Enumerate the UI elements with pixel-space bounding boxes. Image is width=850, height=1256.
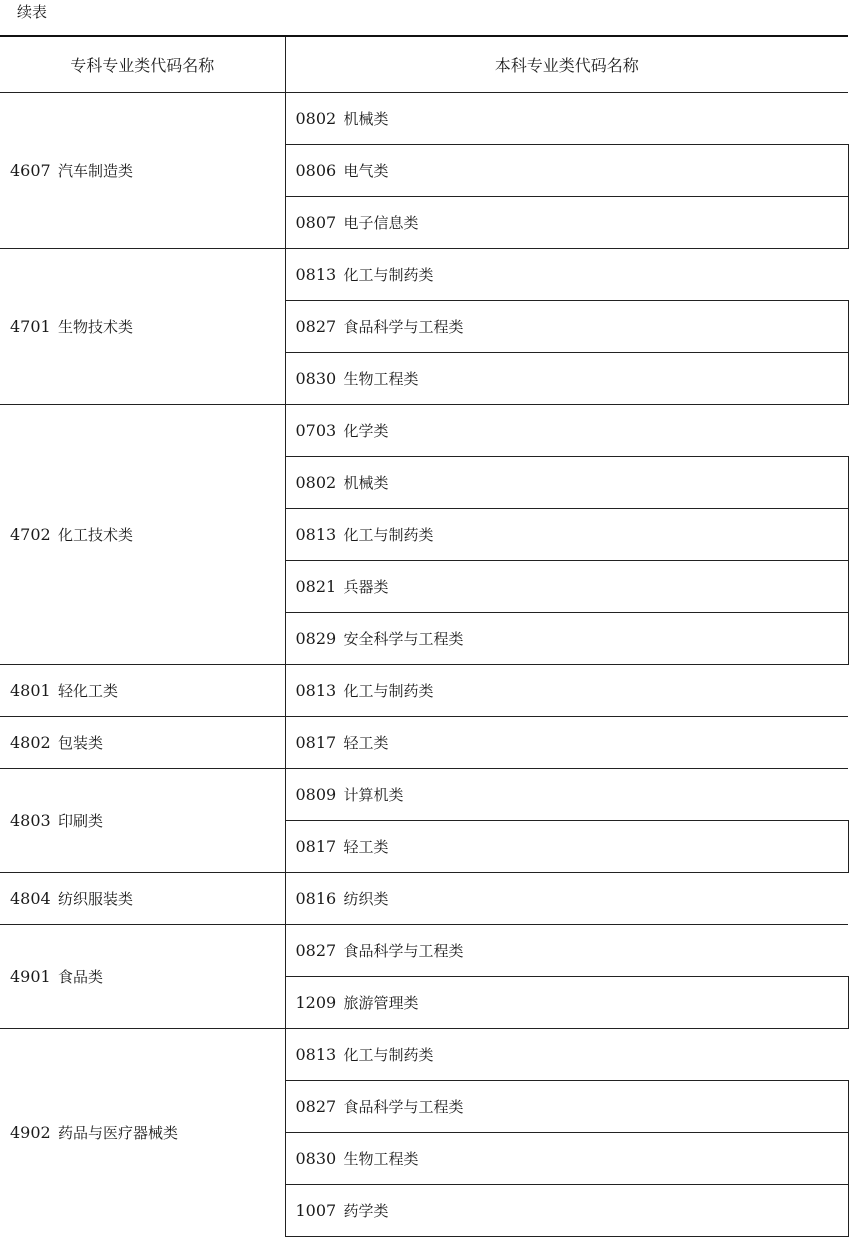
undergraduate-category-cell: [285, 197, 848, 249]
category-name: 化工与制药类: [343, 1046, 434, 1064]
table-caption: 续表: [17, 3, 48, 21]
category-code: 0813: [295, 265, 337, 284]
category-code: 0816: [295, 889, 337, 908]
undergraduate-category-cell: [285, 1029, 848, 1081]
category-name: 安全科学与工程类: [343, 630, 464, 648]
undergraduate-category-cell: [285, 1133, 848, 1185]
table-row: [0, 873, 848, 925]
header-row: [0, 36, 848, 93]
category-name: 轻工类: [343, 838, 389, 856]
category-name: 生物工程类: [343, 1150, 419, 1168]
category-name: 旅游管理类: [343, 994, 419, 1012]
category-code: 0806: [295, 161, 337, 180]
undergraduate-category-cell: [285, 1185, 848, 1237]
undergraduate-category-cell: [285, 145, 848, 197]
undergraduate-category-cell: [285, 717, 848, 769]
table-row: [0, 93, 848, 145]
category-name: 化工与制药类: [343, 526, 434, 544]
category-code: 0813: [295, 1045, 337, 1064]
undergraduate-category-cell: [285, 873, 848, 925]
category-name: 食品科学与工程类: [343, 1098, 464, 1116]
category-name: 电子信息类: [343, 214, 419, 232]
undergraduate-category-cell: [285, 457, 848, 509]
junior-college-category-cell: [0, 405, 285, 665]
undergraduate-category-cell: [285, 353, 848, 405]
category-name: 包装类: [58, 734, 104, 752]
undergraduate-category-cell: [285, 509, 848, 561]
table-row: [0, 769, 848, 821]
undergraduate-category-cell: [285, 561, 848, 613]
category-code: 0827: [295, 317, 337, 336]
category-name: 纺织服装类: [58, 890, 134, 908]
category-name: 化学类: [343, 422, 389, 440]
category-name: 化工与制药类: [343, 682, 434, 700]
category-code: 0817: [295, 837, 337, 856]
category-name: 食品类: [58, 968, 104, 986]
category-name: 汽车制造类: [58, 162, 134, 180]
table-row: [0, 925, 848, 977]
undergraduate-category-cell: [285, 1081, 848, 1133]
undergraduate-category-cell: [285, 301, 848, 353]
junior-college-category-cell: [0, 769, 285, 873]
category-name: 化工技术类: [58, 526, 134, 544]
category-name: 兵器类: [343, 578, 389, 596]
category-name: 药品与医疗器械类: [58, 1124, 179, 1143]
category-name: 食品科学与工程类: [343, 318, 464, 336]
category-code: 4901: [10, 967, 51, 986]
category-code: 1007: [295, 1201, 337, 1220]
category-code: 4802: [10, 733, 51, 752]
category-code: 0809: [295, 785, 337, 804]
category-name: 轻化工类: [58, 682, 119, 700]
undergraduate-category-cell: [285, 977, 848, 1029]
category-code: 4803: [10, 811, 51, 830]
undergraduate-category-cell: [285, 405, 848, 457]
junior-college-category-cell: [0, 249, 285, 405]
category-code: 0817: [295, 733, 337, 752]
category-name: 轻工类: [343, 734, 389, 752]
category-name: 化工与制药类: [343, 266, 434, 284]
category-name: 药学类: [343, 1202, 389, 1220]
category-code: 4701: [10, 317, 51, 336]
category-name: 印刷类: [58, 812, 104, 830]
category-code: 4902: [10, 1123, 51, 1143]
category-code: 4804: [10, 889, 51, 908]
category-code: 4607: [10, 161, 51, 180]
undergraduate-category-cell: [285, 821, 848, 873]
major-mapping-table: [0, 35, 849, 1237]
undergraduate-category-cell: [285, 93, 848, 145]
category-code: 0802: [295, 473, 337, 492]
undergraduate-category-cell: [285, 613, 848, 665]
category-code: 0829: [295, 629, 337, 648]
junior-college-category-cell: [0, 873, 285, 925]
category-name: 机械类: [343, 474, 389, 492]
category-code: 0830: [295, 1149, 337, 1168]
category-code: 0827: [295, 941, 337, 960]
undergraduate-category-cell: [285, 925, 848, 977]
table-row: [0, 249, 848, 301]
category-name: 纺织类: [343, 890, 389, 908]
category-code: 1209: [295, 993, 337, 1012]
header-undergraduate: 本科专业类代码名称: [285, 36, 848, 93]
junior-college-category-cell: [0, 1029, 285, 1237]
undergraduate-category-cell: [285, 665, 848, 717]
table-row: [0, 405, 848, 457]
category-code: 0821: [295, 577, 337, 596]
category-code: 0827: [295, 1097, 337, 1116]
header-junior-college: 专科专业类代码名称: [0, 36, 285, 93]
undergraduate-category-cell: [285, 769, 848, 821]
junior-college-category-cell: [0, 93, 285, 249]
category-code: 0703: [295, 421, 337, 440]
category-code: 4702: [10, 525, 51, 544]
category-code: 0813: [295, 681, 337, 700]
junior-college-category-cell: [0, 717, 285, 769]
category-name: 生物工程类: [343, 370, 419, 388]
category-name: 生物技术类: [58, 318, 134, 336]
table-row: [0, 665, 848, 717]
category-code: 0802: [295, 109, 337, 128]
category-name: 机械类: [343, 110, 389, 128]
category-name: 食品科学与工程类: [343, 942, 464, 960]
category-code: 4801: [10, 681, 51, 700]
junior-college-category-cell: [0, 665, 285, 717]
table-row: [0, 1029, 848, 1081]
junior-college-category-cell: [0, 925, 285, 1029]
category-code: 0807: [295, 213, 337, 232]
category-name: 计算机类: [343, 786, 404, 804]
category-code: 0830: [295, 369, 337, 388]
undergraduate-category-cell: [285, 249, 848, 301]
category-code: 0813: [295, 525, 337, 544]
category-name: 电气类: [343, 162, 389, 180]
table-row: [0, 717, 848, 769]
table-body: [0, 93, 848, 1237]
